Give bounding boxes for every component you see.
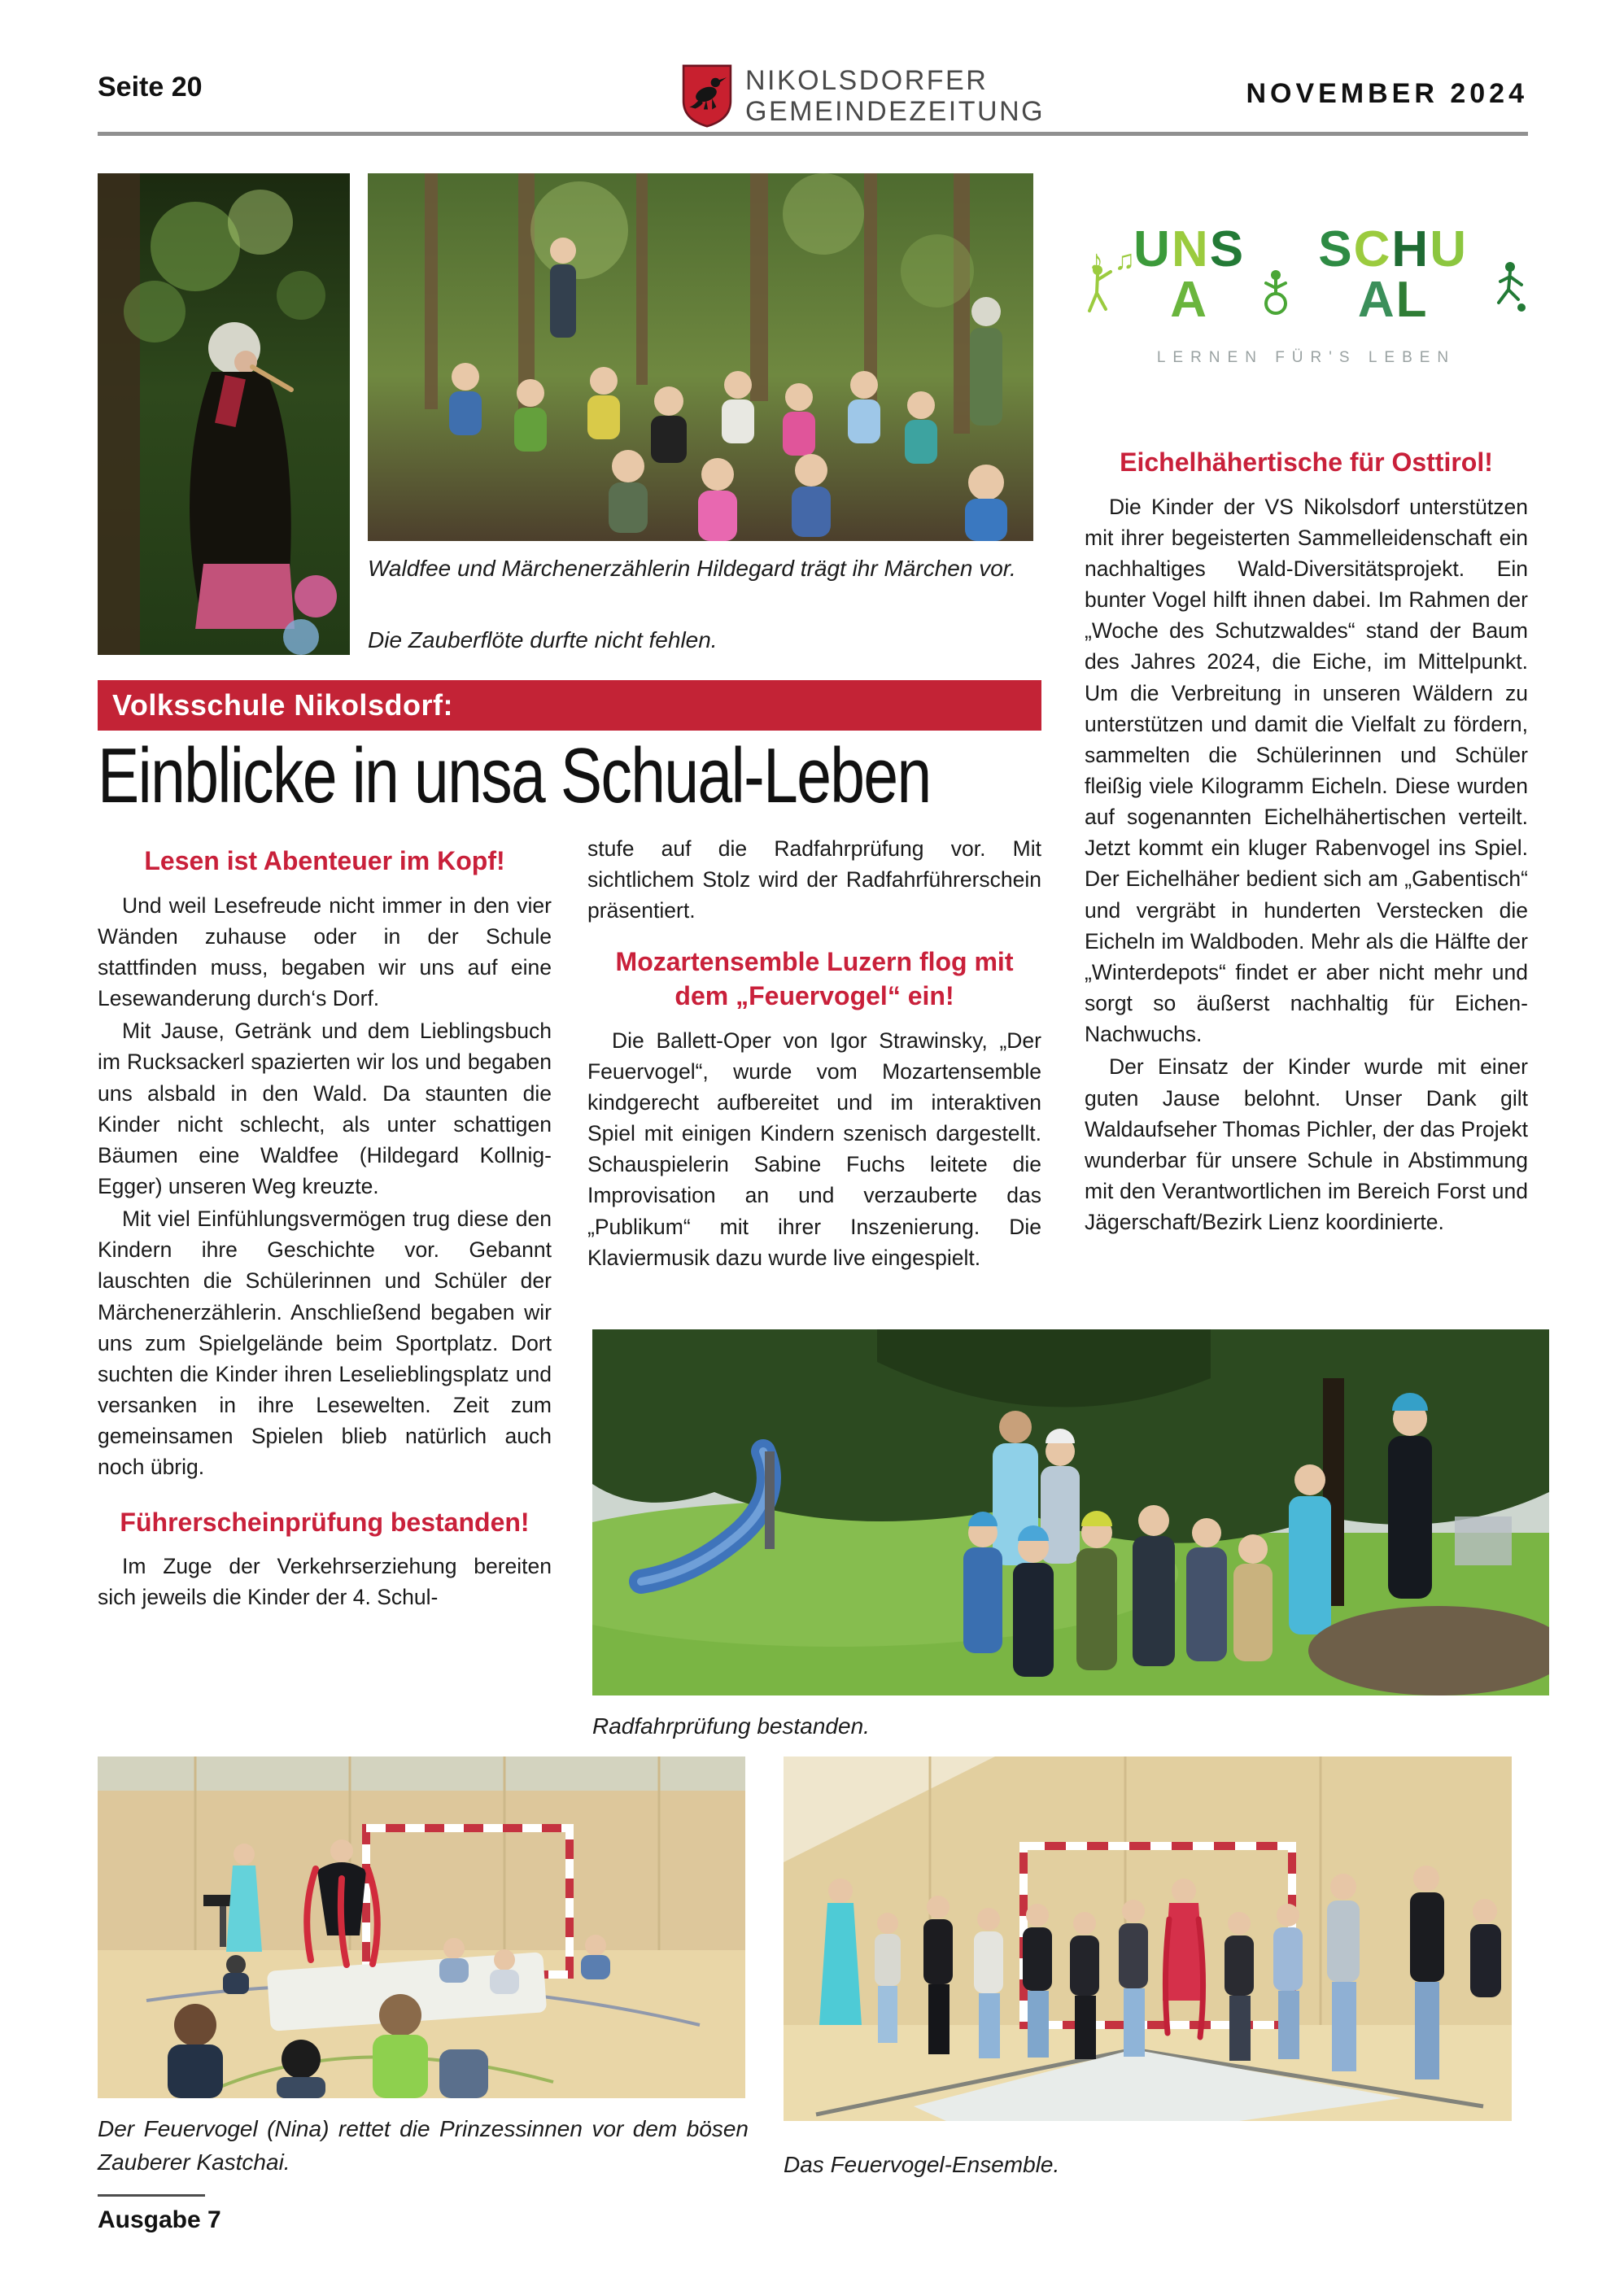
paragraph: Im Zuge der Verkehrserziehung bereiten sich jeweils die Kinder der 4. Schul- bbox=[98, 1554, 552, 1610]
footer-rule bbox=[98, 2194, 205, 2197]
logo-letter: S bbox=[1209, 221, 1246, 277]
paragraph: Die Ballett-Oper von Igor Strawinsky, „Der Feuervogel“, wurde vom Mozartensemble kindgerecht aufbereitet und im interaktiven Spiel mit einigen Kindern szenisch dargestellt. Schauspielerin Sabine Fuchs leitete die Improvisation an und verzauberte das „Publikum“ mit ihrer Inszenierung. Die Klaviermusik dazu wurde live eingespielt. bbox=[587, 1028, 1041, 1270]
subheading-mozartensemble: Mozartensemble Luzern flog mit dem „Feuervogel“ ein! bbox=[615, 947, 1014, 1011]
photo-feuervogel-scene bbox=[98, 1757, 745, 2098]
masthead bbox=[682, 63, 1045, 129]
subheading-lesen: Lesen ist Abenteuer im Kopf! bbox=[144, 846, 505, 875]
footballer-icon bbox=[1491, 259, 1528, 325]
logo-letter: A bbox=[1357, 272, 1396, 328]
logo-letter: L bbox=[1395, 272, 1429, 328]
logo-letter: H bbox=[1391, 221, 1430, 277]
paragraph: Mit viel Einfühlungsvermögen trug diese den Kindern ihre Geschichte vor. Gebannt lauschten die Schülerinnen und Schüler der Märchenerzählerin. Anschließend begaben wir uns zum Spielgelände beim Sportplatz. Dort suchten die Kinder ihren Leselieblingsplatz und versanken in ihre Lesewelten. Zeit zum gemeinsamen Spielen blieb natürlich auch noch übrig. bbox=[98, 1207, 552, 1480]
caption-bottom-left: Der Feuervogel (Nina) rettet die Prinzessinnen vor dem bösen Zauberer Kastchai. bbox=[98, 2116, 749, 2175]
article-column-3 bbox=[1085, 171, 1528, 1239]
page-number: Seite 20 bbox=[98, 72, 203, 103]
paragraph: Und weil Lesefreude nicht immer in den vier Wänden zuhause oder in der Schule stattfinden muss, begaben wir uns auf eine Lesewanderung durch‘s Dorf. bbox=[98, 892, 552, 1011]
logo-letter: A bbox=[1170, 272, 1209, 328]
photo-feuervogel-ensemble bbox=[784, 1757, 1512, 2121]
photo-waldfee-portrait bbox=[98, 173, 350, 655]
logo-letter: C bbox=[1353, 221, 1392, 277]
logo-word-unsa bbox=[1129, 221, 1250, 328]
caption-middle: Radfahrprüfung bestanden. bbox=[592, 1713, 870, 1739]
article-column-2 bbox=[587, 833, 1041, 1275]
subheading-eichelhaeher: Eichelhähertische für Osttirol! bbox=[1120, 447, 1493, 477]
nikolsdorf-crest-icon bbox=[682, 63, 732, 129]
issue-date: NOVEMBER 2024 bbox=[1246, 78, 1528, 109]
paragraph: stufe auf die Radfahrprüfung vor. Mit sichtlichem Stolz wird der Radfahrführerschein präsentiert. bbox=[587, 836, 1041, 923]
caption-bottom-right: Das Feuervogel-Ensemble. bbox=[784, 2152, 1060, 2177]
subheading-fuehrerschein: Führerscheinprüfung bestanden! bbox=[120, 1507, 530, 1537]
footer-issue-label: Ausgabe 7 bbox=[98, 2206, 221, 2233]
unsa-schual-logo bbox=[1085, 221, 1528, 418]
article-headline: Einblicke in unsa Schual-Leben bbox=[98, 732, 931, 819]
masthead-line2: GEMEINDEZEITUNG bbox=[745, 96, 1046, 127]
caption-top-main: Waldfee und Märchenerzählerin Hildegard trägt ihr Märchen vor. bbox=[368, 556, 1016, 581]
article-column-1 bbox=[98, 833, 552, 1614]
logo-letter: S bbox=[1318, 221, 1354, 277]
section-kicker bbox=[98, 680, 1041, 731]
logo-letter: U bbox=[1133, 221, 1172, 277]
kicker-label: Volksschule Nikolsdorf: bbox=[112, 688, 453, 722]
paragraph: Der Einsatz der Kinder wurde mit einer guten Jause belohnt. Unser Dank gilt Waldaufseher Thomas Pichler, der das Projekt wunderbar für unsere Schule in Abstimmung mit den Verantwortlichen im Bereich Forst und Jägerschaft/Bezirk Lienz koordinierte. bbox=[1085, 1054, 1528, 1235]
photo-forest-group bbox=[368, 173, 1033, 541]
logo-word-schual bbox=[1303, 221, 1482, 328]
logo-letter: N bbox=[1171, 221, 1210, 277]
masthead-title bbox=[745, 65, 1045, 127]
music-notes-icon: ♪ ♫ bbox=[1089, 245, 1137, 276]
logo-letter: U bbox=[1430, 221, 1468, 277]
photo-radfahrpruefung bbox=[592, 1329, 1549, 1695]
wheelchair-kid-icon bbox=[1258, 267, 1295, 325]
paragraph: Die Kinder der VS Nikolsdorf unterstützen mit ihrer begeisterten Sammelleidenschaft ein nachhaltiges Wald-Diversitätsprojekt. Ein bunter Vogel hilft ihnen dabei. Im Rahmen der „Woche des Schutzwaldes“ stand der Baum des Jahres 2024, die Eiche, im Mittelpunkt. Um die Verbreitung in unseren Wäldern zu unterstützen und damit die Vielfalt zu fördern, sammelten die Schülerinnen und Schüler fleißig viele Kilogramm Eicheln. Diese wurden auf sogenannten Eichelhähertischen verteilt. Jetzt kommt ein kluger Rabenvogel ins Spiel. Der Eichelhäher bedient sich am „Gabentisch“ und vergräbt in hunderten Verstecken die Eicheln im Waldboden. Mehr als die Hälfte der „Winterdepots“ findet er aber nicht mehr und sorgt so äußerst nachhaltig für Eichen-Nachwuchs. bbox=[1085, 494, 1528, 1047]
caption-top-secondary: Die Zauberflöte durfte nicht fehlen. bbox=[368, 627, 718, 652]
header-rule bbox=[98, 132, 1528, 136]
paragraph: Mit Jause, Getränk und dem Lieblingsbuch im Rucksackerl spazierten wir los und begaben uns alsbald in den Wald. Da staunten die Kinder nicht schlecht, als unter schattigen Bäumen eine Waldfee (Hildegard Kollnig-Egger) unseren Weg kreuzte. bbox=[98, 1019, 552, 1198]
masthead-line1: NIKOLSDORFER bbox=[745, 64, 989, 96]
logo-tagline: LERNEN FÜR'S LEBEN bbox=[1156, 349, 1456, 366]
